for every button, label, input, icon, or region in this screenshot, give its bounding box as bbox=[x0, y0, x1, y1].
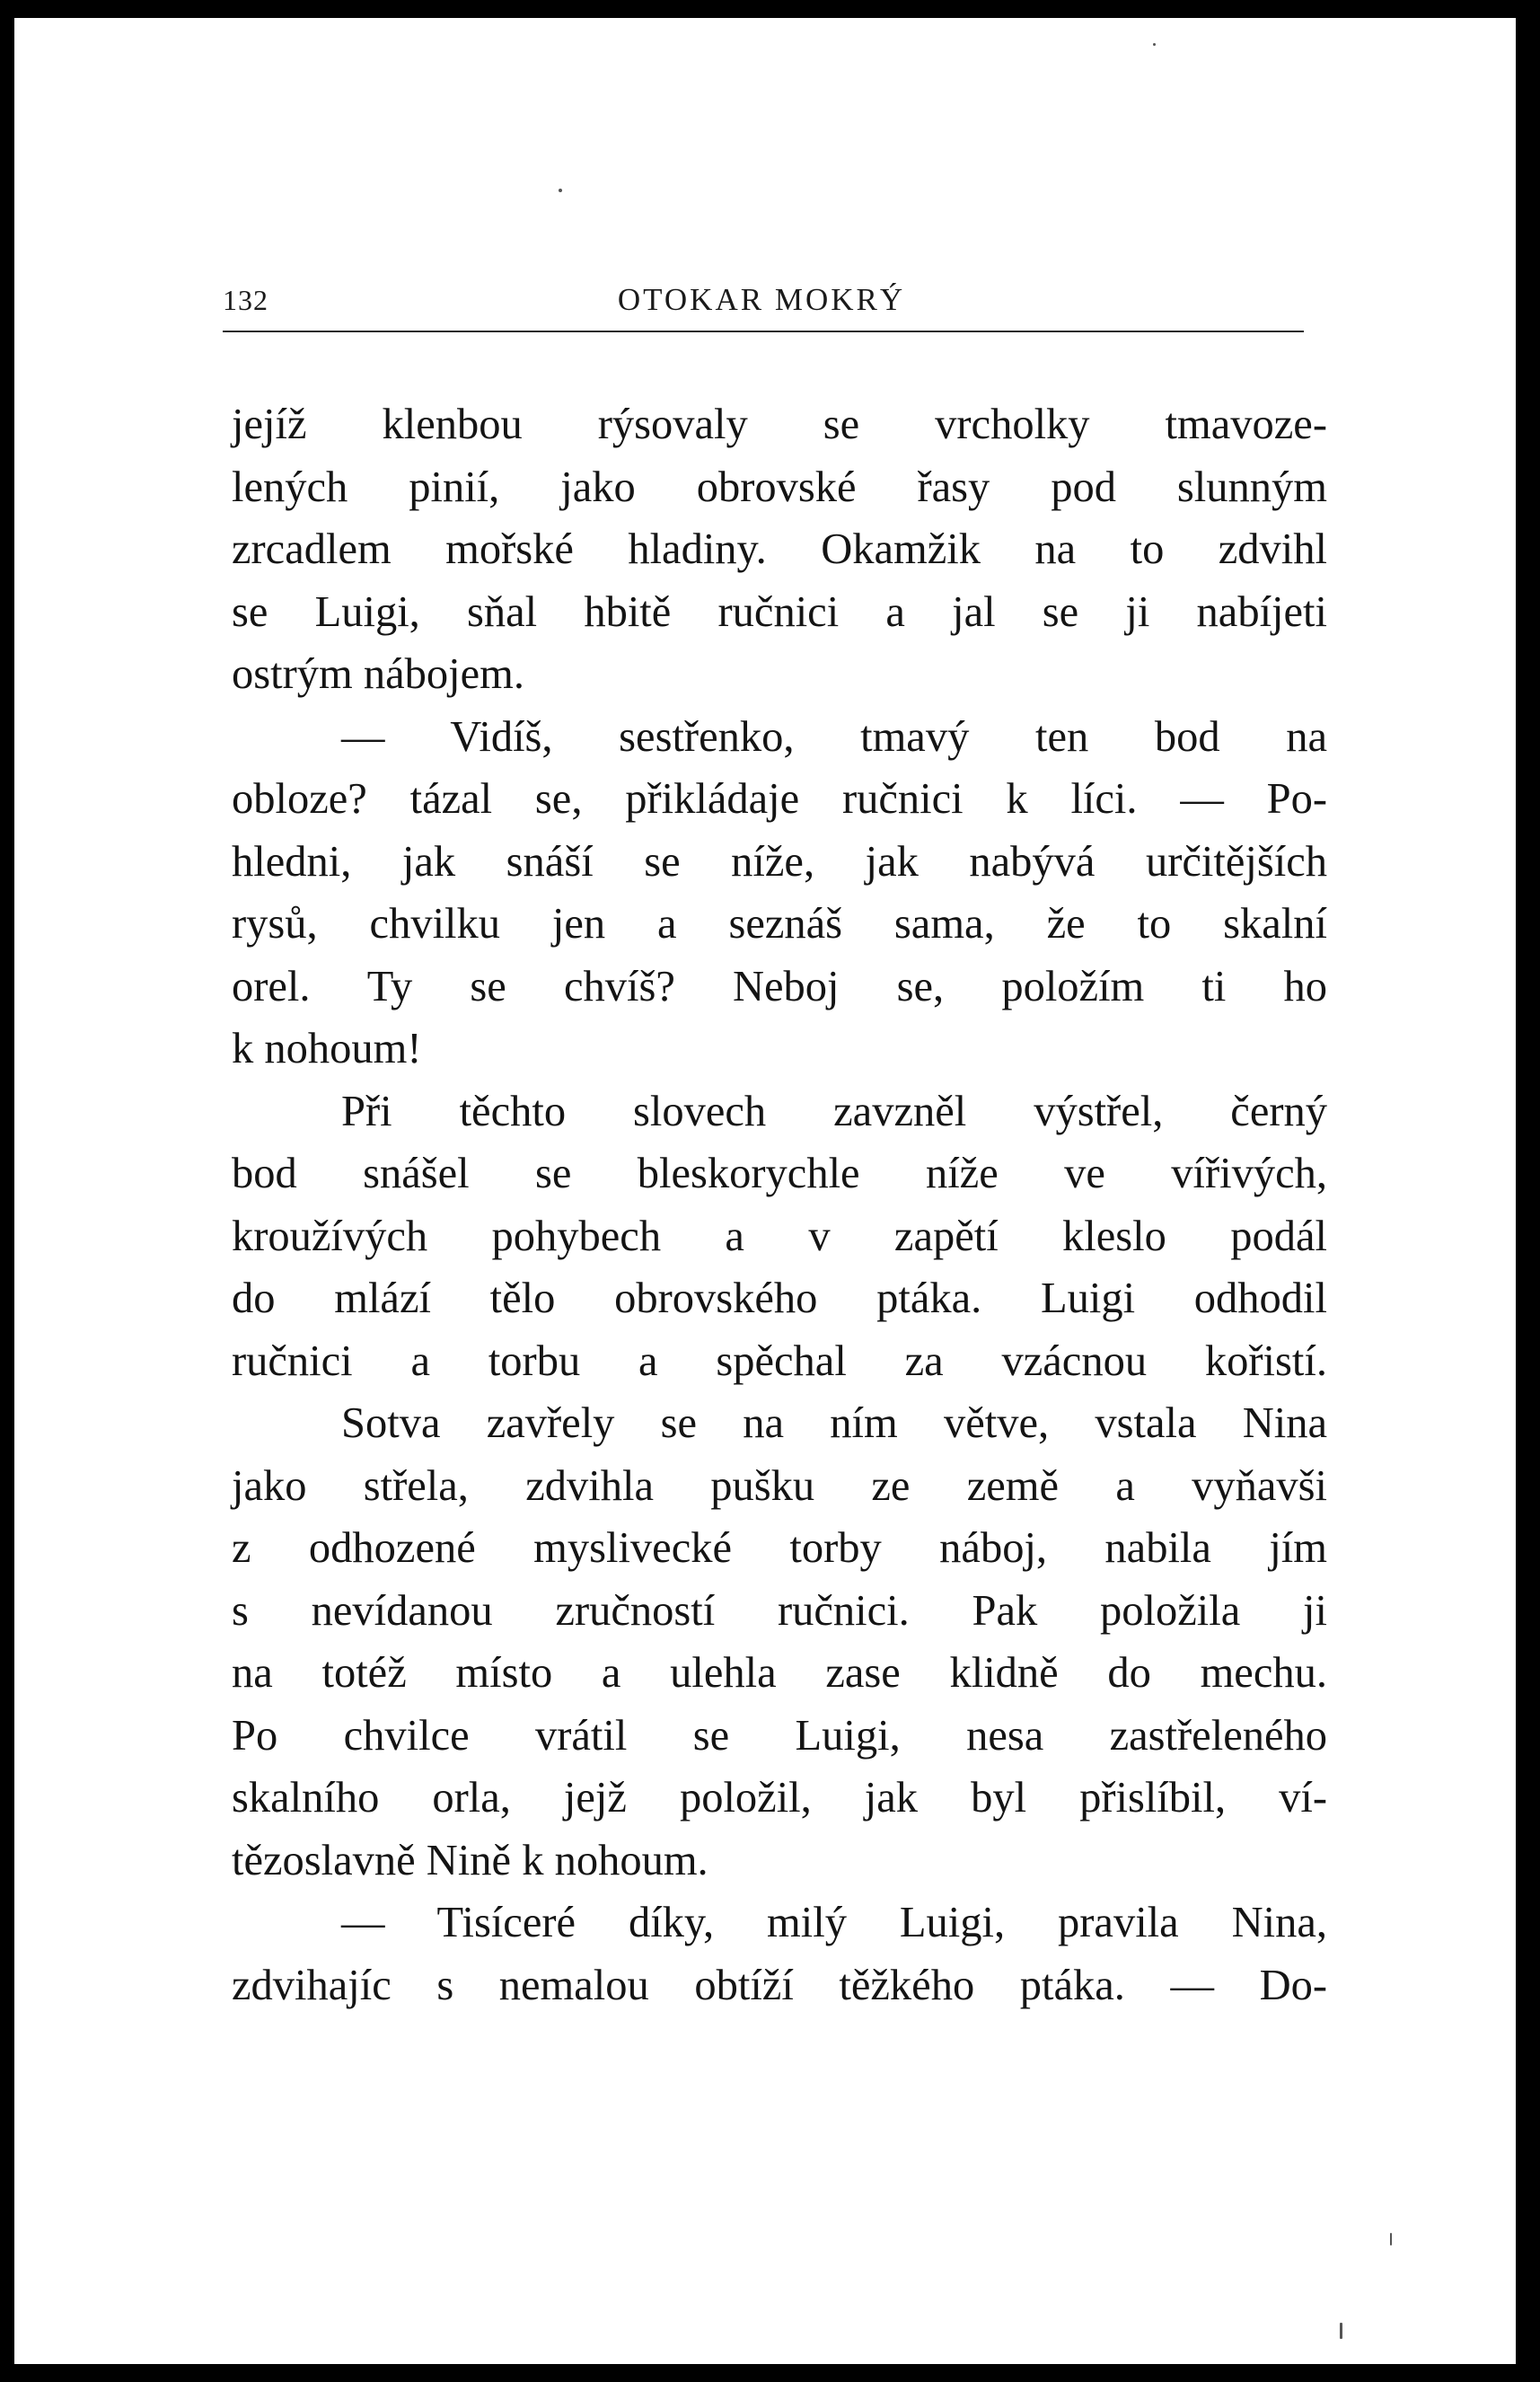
text-line: Při těchto slovech zavzněl výstřel, černý bbox=[341, 1087, 1327, 1135]
text-line: zdvihajíc s nemalou obtíží těžkého ptáka. — Do- bbox=[232, 1961, 1327, 2009]
text-line: — Tisíceré díky, milý Luigi, pravila Nina, bbox=[341, 1899, 1327, 1946]
text-line: do mlází tělo obrovského ptáka. Luigi odhodil bbox=[232, 1275, 1327, 1322]
scan-speck bbox=[1390, 2233, 1392, 2245]
running-title: OTOKAR MOKRÝ bbox=[617, 282, 906, 317]
text-line: rysů, chvilku jen a seznáš sama, že to skalní bbox=[232, 900, 1327, 948]
text-line: se Luigi, sňal hbitě ručnici a jal se ji nabíjeti bbox=[232, 587, 1327, 636]
text-line: tězoslavně Nině k nohoum. bbox=[232, 1836, 708, 1884]
text-line: lených pinií, jako obrovské řasy pod slunným bbox=[232, 463, 1327, 511]
text-line: zrcadlem mořské hladiny. Okamžik na to zdvihl bbox=[232, 525, 1327, 573]
text-line: ostrým nábojem. bbox=[232, 650, 524, 698]
text-line: bod snášel se bleskorychle níže ve vířivých, bbox=[232, 1150, 1327, 1197]
text-line: jako střela, zdvihla pušku ze země a vyňavši bbox=[232, 1461, 1327, 1510]
text-line: jejíž klenbou rýsovaly se vrcholky tmavoze- bbox=[232, 401, 1327, 448]
text-line: z odhozené myslivecké torby náboj, nabila jím bbox=[232, 1524, 1327, 1572]
book-page bbox=[14, 18, 1516, 2364]
text-line: obloze? tázal se, přikládaje ručnici k líci. — Po- bbox=[232, 775, 1327, 823]
text-line: s nevídanou zručností ručnici. Pak položila ji bbox=[232, 1586, 1327, 1635]
text-line: skalního orla, jejž položil, jak byl přislíbil, ví- bbox=[232, 1774, 1327, 1822]
body-text bbox=[232, 393, 1327, 2016]
text-line: ručnici a torbu a spěchal za vzácnou kořistí. bbox=[232, 1337, 1327, 1385]
text-line: — Vidíš, sestřenko, tmavý ten bod na bbox=[341, 712, 1327, 761]
page-header bbox=[219, 278, 1304, 325]
text-line: na totéž místo a ulehla zase klidně do mechu. bbox=[232, 1649, 1327, 1697]
scan-speck bbox=[1153, 43, 1156, 46]
scan-speck bbox=[559, 189, 562, 192]
text-line: hledni, jak snáší se níže, jak nabývá určitějších bbox=[232, 837, 1327, 886]
text-line: orel. Ty se chvíš? Neboj se, položím ti ho bbox=[232, 962, 1327, 1010]
text-line: k nohoum! bbox=[232, 1025, 422, 1072]
page-number: 132 bbox=[223, 284, 268, 316]
text-line: Po chvilce vrátil se Luigi, nesa zastřeleného bbox=[232, 1711, 1327, 1760]
scan-border-right bbox=[1527, 0, 1540, 2382]
header-rule bbox=[223, 331, 1304, 332]
scan-speck bbox=[1340, 2323, 1342, 2339]
text-line: kroužívých pohybech a v zapětí kleslo podál bbox=[232, 1212, 1327, 1260]
text-line: Sotva zavřely se na ním větve, vstala Nina bbox=[341, 1399, 1327, 1447]
